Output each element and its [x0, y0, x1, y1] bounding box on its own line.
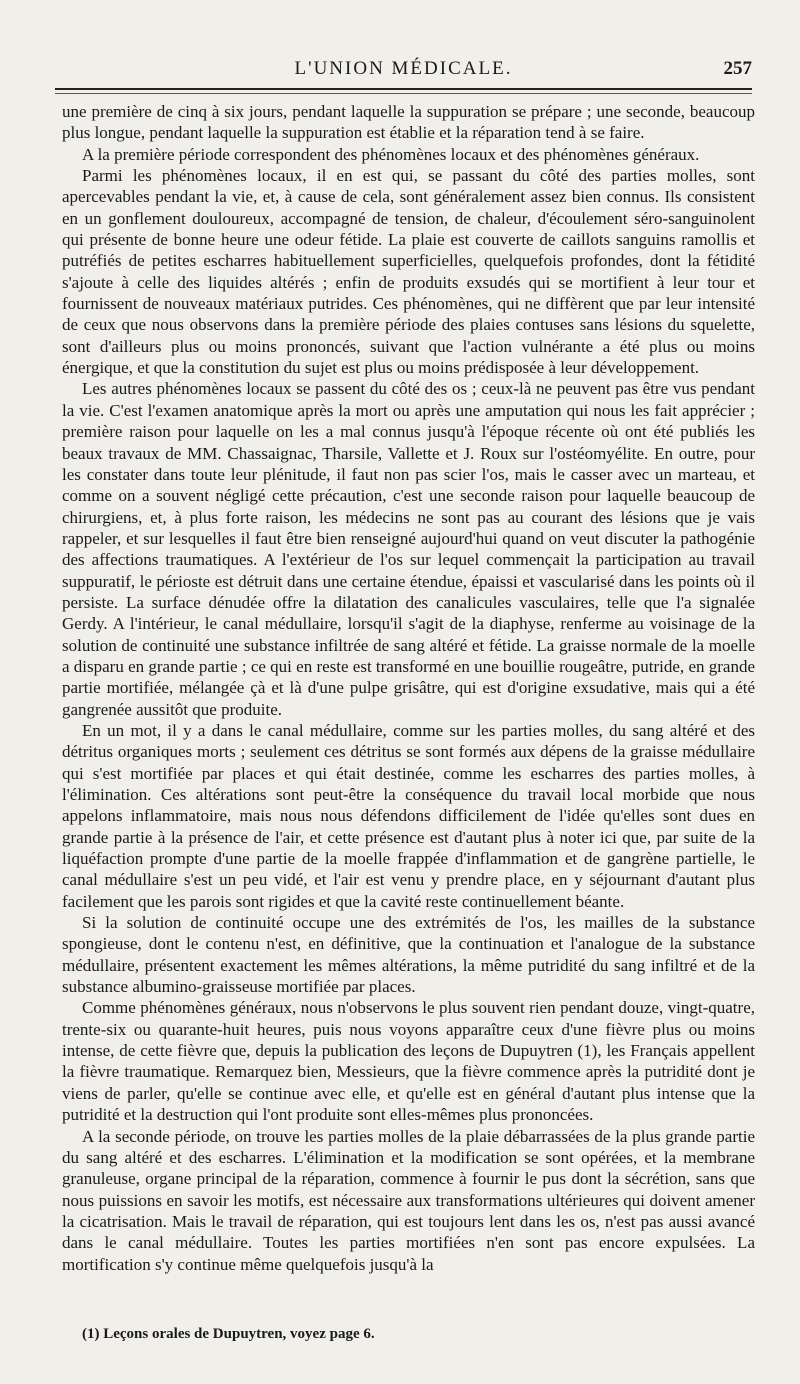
paragraph: une première de cinq à six jours, pendant laquelle la suppuration se prépare ; une seconde, beaucoup plus longue, pendant laquelle la suppuration est établie et la réparation tend à se faire.: [62, 102, 755, 143]
paragraph: Comme phénomènes généraux, nous n'observons le plus souvent rien pendant douze, vingt-quatre, trente-six ou quarante-huit heures, puis nous voyons apparaître ceux d'une fièvre plus ou moins intense, de cette fièvre que, depuis la publication des leçons de Dupuytren (1), les Français appellent la fièvre traumatique. Remarquez bien, Messieurs, que la fièvre commence après la putridité dont je viens de parler, qu'elle se continue avec elle, et qu'elle est en général d'autant plus intense que la putridité et la destruction qui l'ont produite sont elles-mêmes plus prononcées.: [62, 998, 755, 1125]
paragraph: Si la solution de continuité occupe une des extrémités de l'os, les mailles de la substance spongieuse, dont le contenu n'est, en définitive, que la continuation et l'analogue de la substance médullaire, présentent exactement les mêmes altérations, la même putridité du sang infiltré et de la substance albumino-graisseuse mortifiée par places.: [62, 913, 755, 997]
body-text: [62, 101, 755, 1275]
header-rule: [55, 88, 752, 94]
paragraph: Parmi les phénomènes locaux, il en est qui, se passant du côté des parties molles, sont apercevables pendant la vie, et, à cause de cela, sont généralement assez bien connus. Ils consistent en un gonflement douloureux, accompagné de tension, de chaleur, d'écoulement séro-sanguinolent qui présente de bonne heure une odeur fétide. La plaie est couverte de caillots sanguins ramollis et putréfiés de petites escharres habituellement superficielles, quelquefois profondes, dont la fétidité s'ajoute à celle des liquides altérés ; enfin de produits exsudés qui se mortifient à leur tour et fournissent de nouveaux matériaux putrides. Ces phénomènes, qui ne diffèrent que par leur intensité de ceux que nous observons dans la première période des plaies contuses sans lésions du squelette, sont d'ailleurs plus ou moins prononcés, suivant que l'action vulnérante a été plus ou moins énergique, et que la constitution du sujet est plus ou moins prédisposée à leur développement.: [62, 166, 755, 378]
paragraph: A la première période correspondent des phénomènes locaux et des phénomènes généraux.: [82, 144, 700, 164]
running-title: L'UNION MÉDICALE.: [294, 58, 513, 79]
page-number: 257: [723, 58, 752, 79]
paragraph: En un mot, il y a dans le canal médullaire, comme sur les parties molles, du sang altéré et des détritus organiques morts ; seulement ces détritus se sont formés aux dépens de la graisse médullaire qui s'est mortifiée par places et qui était destinée, comme les escharres des parties molles, à l'élimination. Ces altérations sont peut-être la conséquence du travail local morbide que nous appelons inflammatoire, mais nous nous défendons difficilement de l'idée qu'elles sont dues en grande partie à la présence de l'air, et cette présence est d'autant plus à noter ici que, par suite de la liquéfaction prompte d'une partie de la moelle frappée d'inflammation et de gangrène partielle, le canal médullaire s'est un peu vidé, et l'air est venu y prendre place, en y séjournant d'autant plus facilement que les parois sont rigides et que la cavité reste continuellement béante.: [62, 720, 755, 911]
footnote: (1) Leçons orales de Dupuytren, voyez page 6.: [82, 1326, 375, 1342]
page-header: [55, 52, 752, 84]
paragraph: Les autres phénomènes locaux se passent du côté des os ; ceux-là ne peuvent pas être vus pendant la vie. C'est l'examen anatomique après la mort ou après une amputation qui nous les fait apprécier ; première raison pour laquelle on les a mal connus jusqu'à l'époque récente où ont été publiés les beaux travaux de MM. Chassaignac, Tharsile, Vallette et J. Roux sur l'ostéomyélite. En outre, pour les constater dans toute leur plénitude, il faut non pas scier l'os, mais le casser avec un marteau, et comme on a souvent négligé cette précaution, c'est une seconde raison pour laquelle beaucoup de chirurgiens, et, à plus forte raison, les médecins ne sont pas au courant des lésions que je vais rappeler, et sur lesquelles il faut être bien renseigné aujourd'hui quand on veut discuter la pathogénie des affections traumatiques. A l'extérieur de l'os sur lequel commençait la participation au travail suppuratif, le périoste est détruit dans une certaine étendue, épaissi et vascularisé dans les points où il persiste. La surface dénudée offre la dilatation des canalicules vasculaires, telle que l'a signalée Gerdy. A l'intérieur, le canal médullaire, lorsqu'il s'agit de la diaphyse, renferme au voisinage de la solution de continuité une substance infiltrée de sang altéré et fétide. La graisse normale de la moelle a disparu en grande partie ; ce qui en reste est transformé en une bouillie rougeâtre, putride, en grande partie mortifiée, mélangée çà et là d'une pulpe grisâtre, qui est d'origine exsudative, mais qui a été gangrenée aussitôt que produite.: [62, 379, 755, 719]
paragraph: A la seconde période, on trouve les parties molles de la plaie débarrassées de la plus grande partie du sang altéré et des escharres. L'élimination et la modification se sont opérées, et la membrane granuleuse, organe principal de la réparation, commence à fournir le pus dont la sécrétion, sans que nous puissions en savoir les motifs, est nécessaire aux transformations ultérieures qui doivent amener la cicatrisation. Mais le travail de réparation, qui est toujours lent dans les os, n'est pas aussi avancé dans le canal médullaire. Toutes les parties mortifiées n'en sont pas encore expulsées. La mortification s'y continue même quelquefois jusqu'à la: [62, 1126, 755, 1274]
